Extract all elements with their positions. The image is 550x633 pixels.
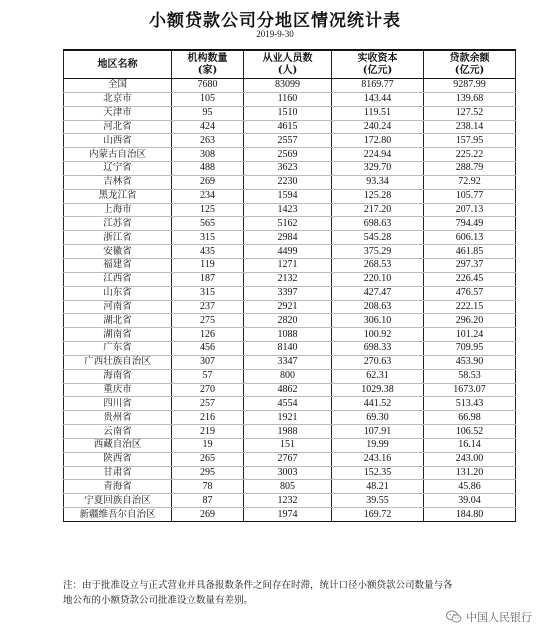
institutions-cell: 78 [172,480,244,494]
institutions-cell: 456 [172,342,244,356]
paid-in-capital-cell: 240.24 [332,120,424,134]
employees-cell: 1510 [244,106,332,120]
table-row [64,79,516,93]
employees-cell: 4615 [244,120,332,134]
table-row [64,342,516,356]
employees-cell: 2984 [244,231,332,245]
loan-balance-cell: 794.49 [424,217,516,231]
loan-balance-cell: 288.79 [424,162,516,176]
paid-in-capital-cell: 19.99 [332,438,424,452]
employees-cell: 1088 [244,328,332,342]
region-cell: 湖南省 [64,328,172,342]
watermark [446,609,532,625]
region-cell: 内蒙古自治区 [64,148,172,162]
institutions-cell: 19 [172,438,244,452]
employees-cell: 2132 [244,272,332,286]
employees-cell: 800 [244,369,332,383]
table-row [64,134,516,148]
loan-balance-cell: 461.85 [424,245,516,259]
table-row [64,162,516,176]
table-row [64,383,516,397]
employees-header [244,50,332,79]
region-cell: 浙江省 [64,231,172,245]
loan-balance-header [424,50,516,79]
table-row [64,438,516,452]
region-cell: 陕西省 [64,452,172,466]
paid-in-capital-header [332,50,424,79]
paid-in-capital-cell: 125.28 [332,189,424,203]
institutions-cell: 269 [172,175,244,189]
statistics-table [63,49,516,522]
region-cell: 广东省 [64,342,172,356]
watermark-text: 中国人民银行 [466,611,532,624]
employees-cell: 2820 [244,314,332,328]
region-cell: 四川省 [64,397,172,411]
table-row [64,217,516,231]
table-row [64,120,516,134]
loan-balance-cell: 207.13 [424,203,516,217]
region-cell: 重庆市 [64,383,172,397]
loan-balance-cell: 127.52 [424,106,516,120]
paid-in-capital-cell: 306.10 [332,314,424,328]
loan-balance-cell: 476.57 [424,286,516,300]
table-row [64,452,516,466]
institutions-header [172,50,244,79]
loan-balance-cell: 453.90 [424,355,516,369]
table-header [64,50,516,79]
paid-in-capital-cell: 119.51 [332,106,424,120]
loan-balance-cell: 222.15 [424,300,516,314]
institutions-cell: 263 [172,134,244,148]
loan-balance-cell: 184.80 [424,508,516,522]
paid-in-capital-cell: 1029.38 [332,383,424,397]
paid-in-capital-cell: 441.52 [332,397,424,411]
paid-in-capital-cell: 69.30 [332,411,424,425]
region-cell: 天津市 [64,106,172,120]
region-cell: 江苏省 [64,217,172,231]
paid-in-capital-cell: 143.44 [332,92,424,106]
institutions-cell: 424 [172,120,244,134]
header-label: 从业人员数 [262,52,313,64]
employees-cell: 2767 [244,452,332,466]
region-cell: 新疆维吾尔自治区 [64,508,172,522]
employees-cell: 1271 [244,258,332,272]
region-cell: 辽宁省 [64,162,172,176]
employees-cell: 4499 [244,245,332,259]
loan-balance-cell: 106.52 [424,425,516,439]
employees-cell: 3623 [244,162,332,176]
wechat-logo-icon [446,610,462,624]
paid-in-capital-cell: 48.21 [332,480,424,494]
region-cell: 青海省 [64,480,172,494]
paid-in-capital-cell: 208.63 [332,300,424,314]
header-label: 贷款余额 [449,52,490,64]
header-label: 机构数量 [187,52,228,64]
region-cell: 云南省 [64,425,172,439]
paid-in-capital-cell: 270.63 [332,355,424,369]
institutions-cell: 216 [172,411,244,425]
region-cell: 安徽省 [64,245,172,259]
paid-in-capital-cell: 268.53 [332,258,424,272]
institutions-cell: 270 [172,383,244,397]
employees-cell: 4554 [244,397,332,411]
header-row [64,50,516,79]
loan-balance-cell: 72.92 [424,175,516,189]
institutions-cell: 219 [172,425,244,439]
table-row [64,466,516,480]
institutions-cell: 565 [172,217,244,231]
institutions-cell: 119 [172,258,244,272]
table-row [64,148,516,162]
employees-cell: 2557 [244,134,332,148]
table-row [64,411,516,425]
region-cell: 上海市 [64,203,172,217]
institutions-cell: 7680 [172,79,244,93]
header-unit: (亿元) [454,64,485,76]
employees-cell: 2230 [244,175,332,189]
header-unit: (家) [197,64,218,76]
header-unit: (人) [277,64,298,76]
table-row [64,508,516,522]
table-row [64,355,516,369]
loan-balance-cell: 16.14 [424,438,516,452]
region-cell: 湖北省 [64,314,172,328]
region-cell: 贵州省 [64,411,172,425]
region-cell: 福建省 [64,258,172,272]
region-header [64,50,172,79]
employees-cell: 151 [244,438,332,452]
paid-in-capital-cell: 107.91 [332,425,424,439]
institutions-cell: 87 [172,494,244,508]
paid-in-capital-cell: 220.10 [332,272,424,286]
paid-in-capital-cell: 172.80 [332,134,424,148]
table-row [64,92,516,106]
header-unit: (亿元) [362,64,393,76]
table-row [64,369,516,383]
loan-balance-cell: 131.20 [424,466,516,480]
institutions-cell: 435 [172,245,244,259]
loan-balance-cell: 243.00 [424,452,516,466]
loan-balance-cell: 39.04 [424,494,516,508]
table-row [64,258,516,272]
region-cell: 山西省 [64,134,172,148]
institutions-cell: 187 [172,272,244,286]
region-cell: 西藏自治区 [64,438,172,452]
region-cell: 吉林省 [64,175,172,189]
paid-in-capital-cell: 224.94 [332,148,424,162]
region-cell: 黑龙江省 [64,189,172,203]
paid-in-capital-cell: 100.92 [332,328,424,342]
loan-balance-cell: 66.98 [424,411,516,425]
header-label: 地区名称 [97,58,138,70]
footnote-line-2: 地公布的小额贷款公司批准设立数量有差别。 [63,595,254,606]
paid-in-capital-cell: 375.29 [332,245,424,259]
loan-balance-cell: 139.68 [424,92,516,106]
paid-in-capital-cell: 545.28 [332,231,424,245]
employees-cell: 8140 [244,342,332,356]
loan-balance-cell: 226.45 [424,272,516,286]
loan-balance-cell: 606.13 [424,231,516,245]
employees-cell: 1921 [244,411,332,425]
page-title: 小额贷款公司分地区情况统计表 [149,11,401,31]
paid-in-capital-cell: 427.47 [332,286,424,300]
paid-in-capital-cell: 698.33 [332,342,424,356]
loan-balance-cell: 9287.99 [424,79,516,93]
loan-balance-cell: 1673.07 [424,383,516,397]
institutions-cell: 315 [172,231,244,245]
employees-cell: 83099 [244,79,332,93]
region-cell: 河南省 [64,300,172,314]
loan-balance-cell: 101.24 [424,328,516,342]
table-row [64,175,516,189]
employees-cell: 3003 [244,466,332,480]
paid-in-capital-cell: 93.34 [332,175,424,189]
report-date: 2019-9-30 [256,29,294,39]
table-body [64,79,516,522]
employees-cell: 1232 [244,494,332,508]
paid-in-capital-cell: 39.55 [332,494,424,508]
footnote-line-1: 注：由于批准设立与正式营业并具备报数条件之间存在时滞，统计口径小额贷款公司数量与各 [63,580,453,591]
paid-in-capital-cell: 698.63 [332,217,424,231]
institutions-cell: 308 [172,148,244,162]
employees-cell: 2921 [244,300,332,314]
table-row [64,397,516,411]
institutions-cell: 105 [172,92,244,106]
table-row [64,300,516,314]
employees-cell: 3347 [244,355,332,369]
loan-balance-cell: 238.14 [424,120,516,134]
table-row [64,314,516,328]
employees-cell: 5162 [244,217,332,231]
employees-cell: 1423 [244,203,332,217]
loan-balance-cell: 45.86 [424,480,516,494]
region-cell: 全国 [64,79,172,93]
paid-in-capital-cell: 62.31 [332,369,424,383]
region-cell: 山东省 [64,286,172,300]
employees-cell: 1974 [244,508,332,522]
header-label: 实收资本 [357,52,398,64]
region-cell: 海南省 [64,369,172,383]
institutions-cell: 307 [172,355,244,369]
institutions-cell: 234 [172,189,244,203]
institutions-cell: 125 [172,203,244,217]
institutions-cell: 269 [172,508,244,522]
employees-cell: 3397 [244,286,332,300]
institutions-cell: 237 [172,300,244,314]
table-row [64,286,516,300]
institutions-cell: 257 [172,397,244,411]
table-row [64,231,516,245]
loan-balance-cell: 297.37 [424,258,516,272]
employees-cell: 2569 [244,148,332,162]
paid-in-capital-cell: 329.70 [332,162,424,176]
paid-in-capital-cell: 8169.77 [332,79,424,93]
institutions-cell: 57 [172,369,244,383]
institutions-cell: 275 [172,314,244,328]
loan-balance-cell: 296.20 [424,314,516,328]
employees-cell: 1988 [244,425,332,439]
institutions-cell: 265 [172,452,244,466]
table-row [64,245,516,259]
employees-cell: 805 [244,480,332,494]
institutions-cell: 488 [172,162,244,176]
institutions-cell: 95 [172,106,244,120]
employees-cell: 1594 [244,189,332,203]
employees-cell: 4862 [244,383,332,397]
loan-balance-cell: 105.77 [424,189,516,203]
table-row [64,106,516,120]
region-cell: 广西壮族自治区 [64,355,172,369]
table-row [64,480,516,494]
region-cell: 北京市 [64,92,172,106]
loan-balance-cell: 513.43 [424,397,516,411]
paid-in-capital-cell: 217.20 [332,203,424,217]
institutions-cell: 126 [172,328,244,342]
footnote [63,578,523,608]
paid-in-capital-cell: 243.16 [332,452,424,466]
region-cell: 河北省 [64,120,172,134]
table-row [64,189,516,203]
loan-balance-cell: 157.95 [424,134,516,148]
table-row [64,272,516,286]
paid-in-capital-cell: 169.72 [332,508,424,522]
region-cell: 江西省 [64,272,172,286]
table-row [64,203,516,217]
paid-in-capital-cell: 152.35 [332,466,424,480]
institutions-cell: 295 [172,466,244,480]
region-cell: 甘肃省 [64,466,172,480]
loan-balance-cell: 709.95 [424,342,516,356]
table-row [64,328,516,342]
employees-cell: 1160 [244,92,332,106]
table-row [64,494,516,508]
table-row [64,425,516,439]
institutions-cell: 315 [172,286,244,300]
loan-balance-cell: 58.53 [424,369,516,383]
region-cell: 宁夏回族自治区 [64,494,172,508]
loan-balance-cell: 225.22 [424,148,516,162]
